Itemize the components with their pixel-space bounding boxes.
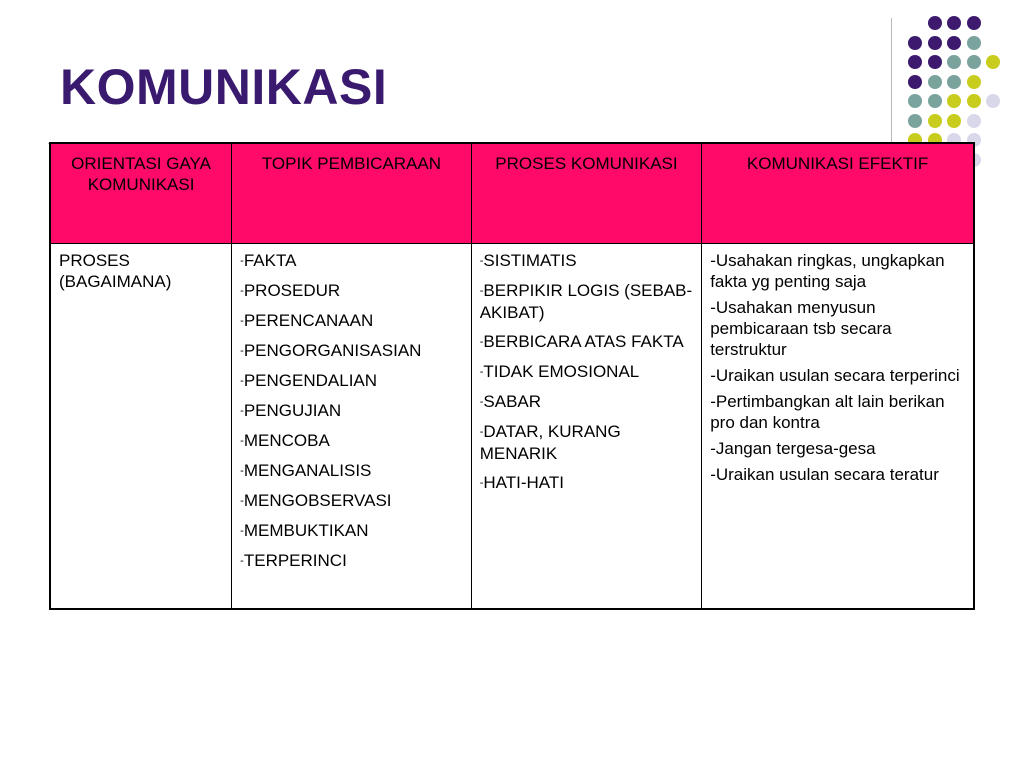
efektif-item: -Uraikan usulan secara terperinci [710, 366, 960, 385]
topik-item: -MENGANALISIS [240, 461, 372, 480]
header-efektif: KOMUNIKASI EFEKTIF [702, 143, 974, 244]
proses-item: -SISTIMATIS [479, 251, 577, 270]
topik-item: -FAKTA [240, 251, 297, 270]
decorative-dot [967, 75, 981, 89]
proses-item: -TIDAK EMOSIONAL [479, 362, 640, 381]
topik-item: -PENGENDALIAN [240, 371, 378, 390]
topik-item: -MEMBUKTIKAN [240, 521, 369, 540]
decorative-dot [947, 36, 961, 50]
proses-item: -HATI-HATI [479, 473, 564, 492]
decorative-dot [947, 16, 961, 30]
decorative-dot [967, 36, 981, 50]
decorative-dot [908, 36, 922, 50]
topik-item: -MENCOBA [240, 431, 330, 450]
header-topik: TOPIK PEMBICARAAN [232, 143, 472, 244]
decorative-dot [986, 55, 1000, 69]
topik-item: -PROSEDUR [240, 281, 341, 300]
table-header-row [50, 143, 974, 244]
decorative-dot [908, 114, 922, 128]
cell-topik [232, 244, 472, 610]
decorative-dot [947, 55, 961, 69]
decorative-dot [947, 114, 961, 128]
decorative-dot [928, 75, 942, 89]
topik-item: -TERPERINCI [240, 551, 347, 570]
decorative-dot [928, 114, 942, 128]
efektif-item: -Jangan tergesa-gesa [710, 439, 876, 458]
decorative-dot [928, 16, 942, 30]
communication-table [49, 142, 975, 610]
decorative-dot [947, 94, 961, 108]
slide-title: KOMUNIKASI [60, 59, 388, 115]
proses-item: -DATAR, KURANG MENARIK [479, 422, 621, 463]
efektif-item: -Usahakan menyusun pembicaraan tsb secara terstruktur [710, 298, 892, 359]
decorative-dot [928, 94, 942, 108]
decorative-dot [967, 94, 981, 108]
topik-item: -PENGORGANISASIAN [240, 341, 422, 360]
proses-item: -BERPIKIR LOGIS (SEBAB-AKIBAT) [479, 281, 693, 322]
cell-efektif [702, 244, 974, 610]
decorative-dot [928, 55, 942, 69]
efektif-item: -Uraikan usulan secara teratur [710, 465, 939, 484]
decorative-dot [986, 94, 1000, 108]
table-row [50, 244, 974, 610]
topik-item: -MENGOBSERVASI [240, 491, 392, 510]
header-orientasi: ORIENTASI GAYA KOMUNIKASI [50, 143, 232, 244]
efektif-item: -Pertimbangkan alt lain berikan pro dan kontra [710, 392, 945, 432]
decorative-dot [967, 114, 981, 128]
decorative-dot [947, 75, 961, 89]
cell-proses [471, 244, 701, 610]
topik-item: -PENGUJIAN [240, 401, 342, 420]
proses-item: -SABAR [479, 392, 542, 411]
proses-item: -BERBICARA ATAS FAKTA [479, 332, 684, 351]
decorative-dot [967, 16, 981, 30]
decorative-dot [928, 36, 942, 50]
decorative-dot [908, 55, 922, 69]
orientation-line: PROSES [59, 251, 130, 270]
cell-orientasi [50, 244, 232, 610]
header-proses: PROSES KOMUNIKASI [471, 143, 701, 244]
decorative-dot [908, 75, 922, 89]
efektif-item: -Usahakan ringkas, ungkapkan fakta yg penting saja [710, 251, 945, 291]
orientation-line: (BAGAIMANA) [59, 272, 172, 291]
topik-item: -PERENCANAAN [240, 311, 374, 330]
decorative-dot [908, 94, 922, 108]
decorative-dot [967, 55, 981, 69]
decorative-vertical-line [891, 18, 892, 148]
